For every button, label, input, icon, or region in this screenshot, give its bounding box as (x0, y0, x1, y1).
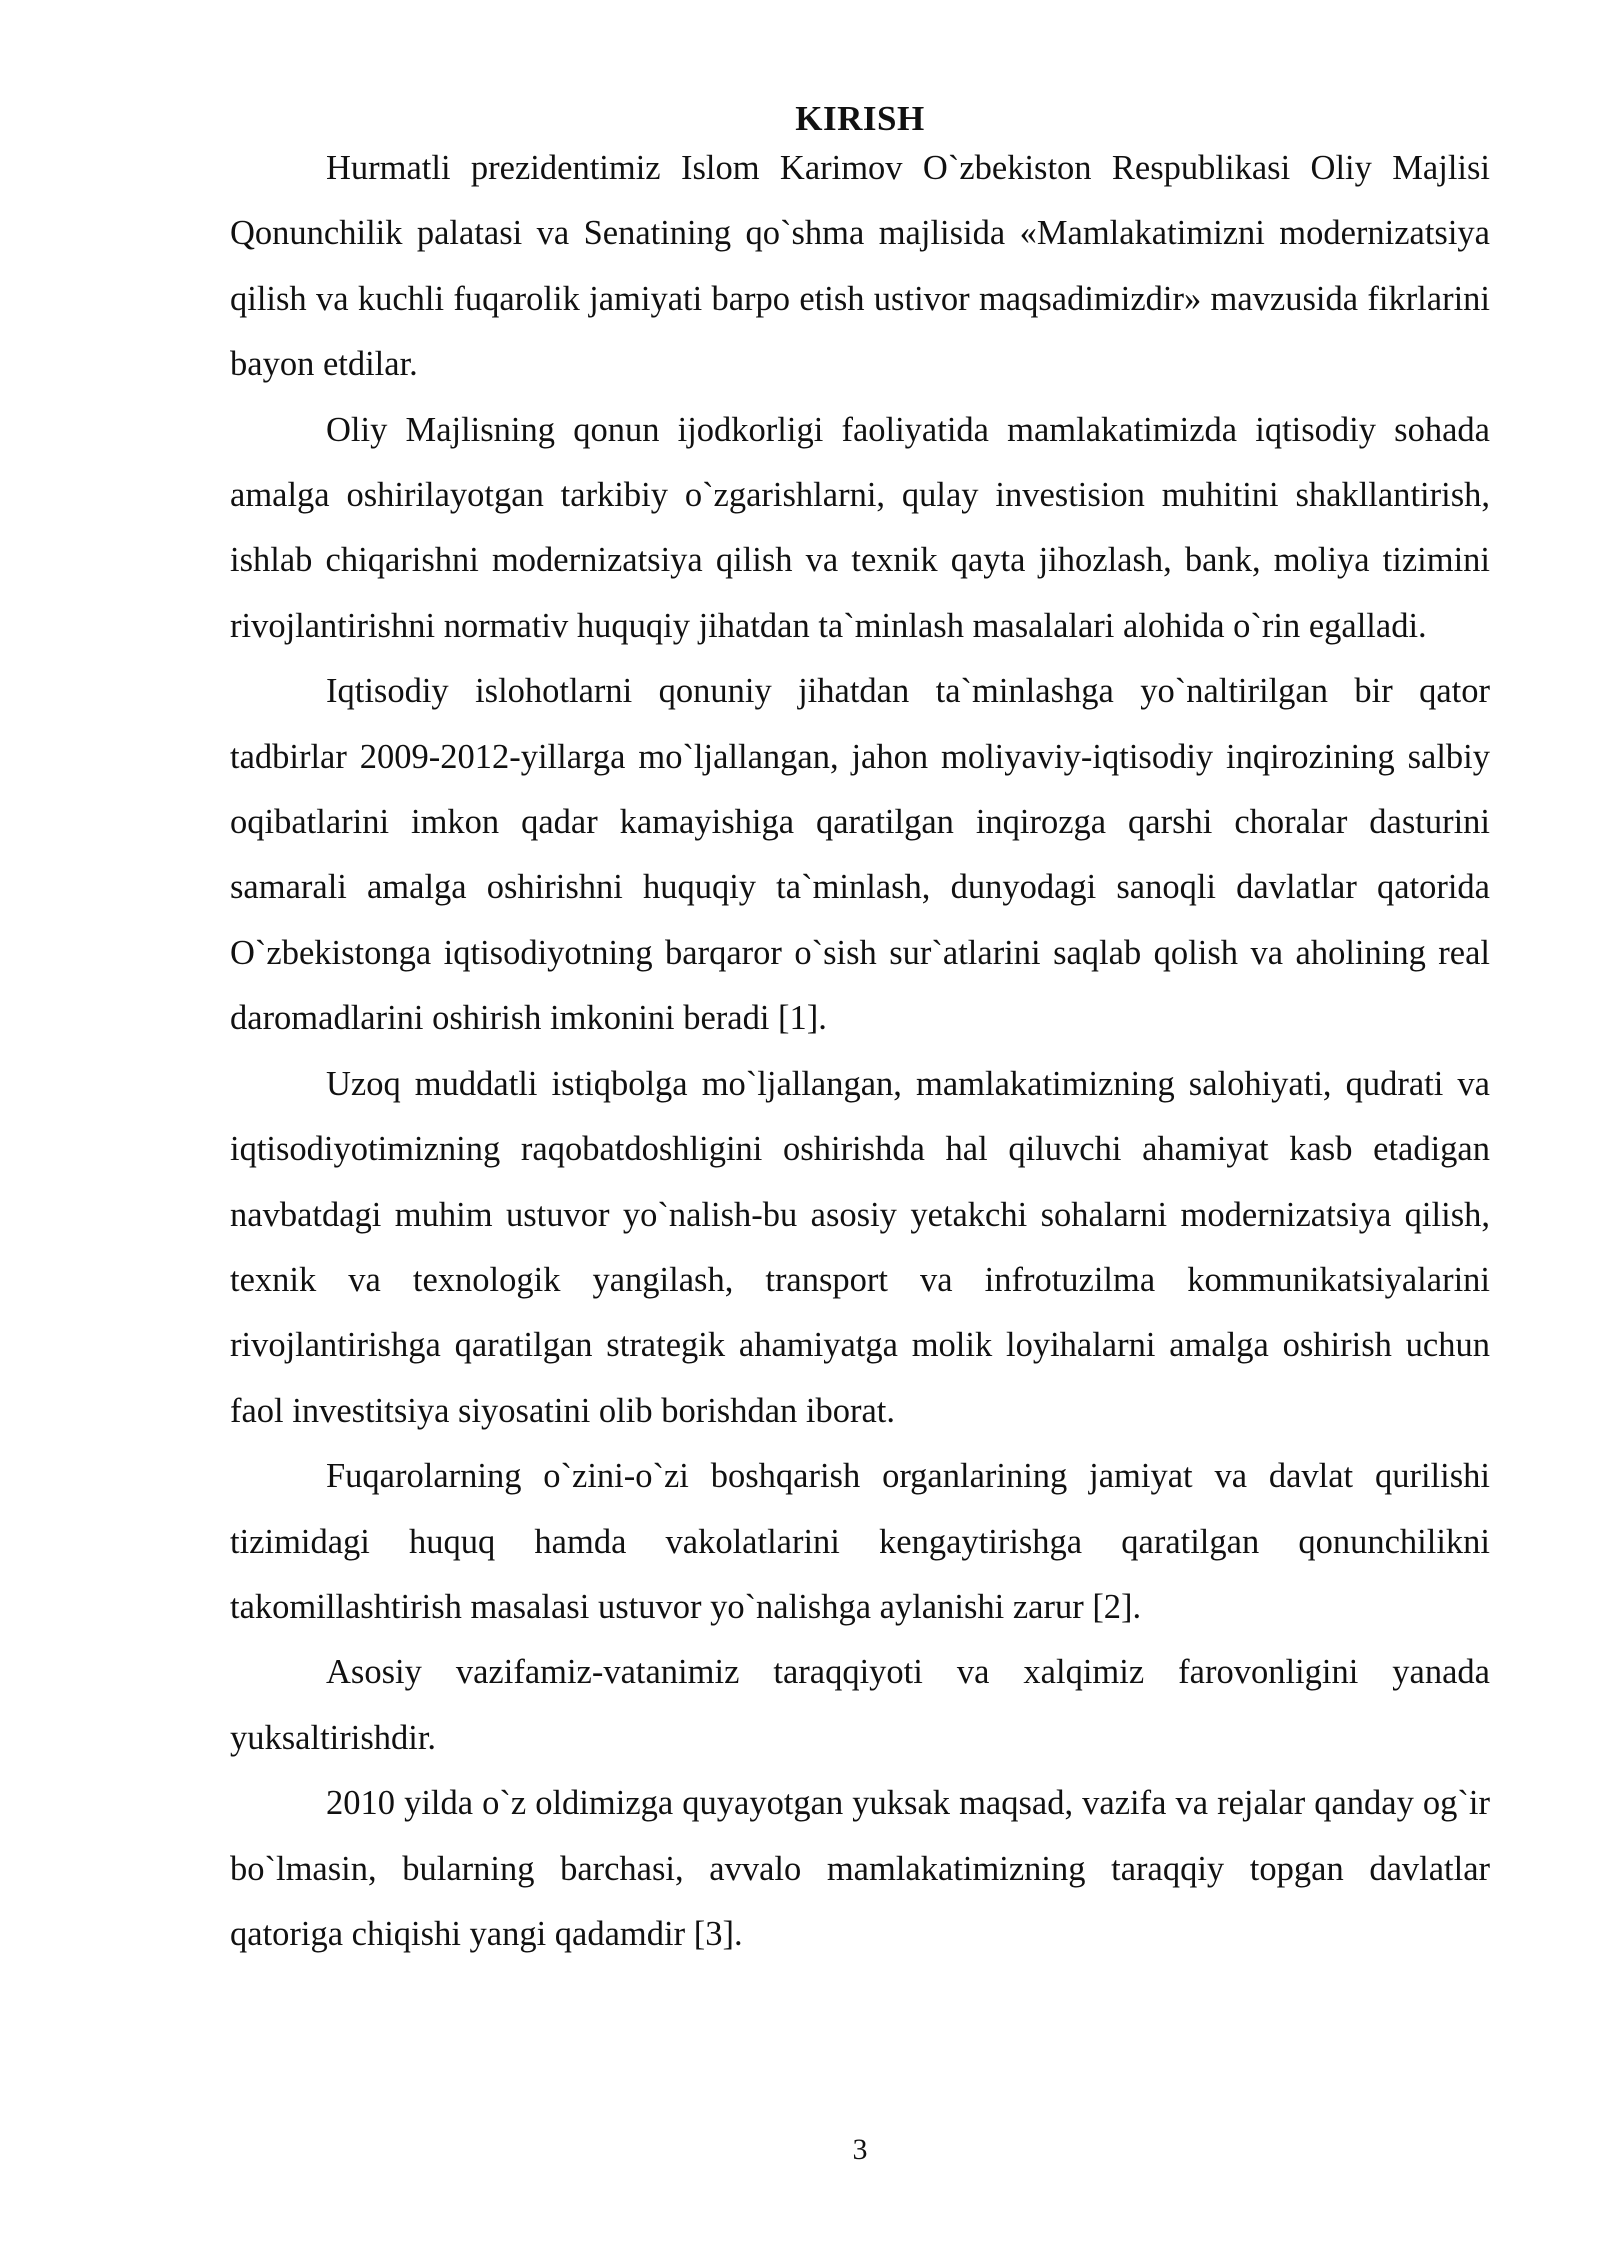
paragraph-2: Oliy Majlisning qonun ijodkorligi faoliyatida mamlakatimizda iqtisodiy sohada amalga oshirilayotgan tarkibiy o`zgarishlarni, qulay investision muhitini shakllantirish, ishlab chiqarishni modernizatsiya qilish va texnik qayta jihozlash, bank, moliya tizimini rivojlantirishni normativ huquqiy jihatdan ta`minlash masalalari alohida o`rin egalladi. (230, 410, 1490, 645)
paragraph-6: Asosiy vazifamiz-vatanimiz taraqqiyoti va xalqimiz farovonligini yanada yuksaltirishdir. (230, 1653, 1490, 1757)
paragraph-3: Iqtisodiy islohotlarni qonuniy jihatdan ta`minlashga yo`naltirilgan bir qator tadbirlar 2009-2012-yillarga mo`ljallangan, jahon moliyaviy-iqtisodiy inqirozining salbiy oqibatlarini imkon qadar kamayishiga qaratilgan inqirozga qarshi choralar dasturini samarali amalga oshirishni huquqiy ta`minlash, dunyodagi sanoqli davlatlar qatorida O`zbekistonga iqtisodiyotning barqaror o`sish sur`atlarini saqlab qolish va aholining real daromadlarini oshirish imkonini beradi [1]. (230, 672, 1490, 1038)
paragraph-4: Uzoq muddatli istiqbolga mo`ljallangan, mamlakatimizning salohiyati, qudrati va iqtisodiyotimizning raqobatdoshligini oshirishda hal qiluvchi ahamiyat kasb etadigan navbatdagi muhim ustuvor yo`nalish-bu asosiy yetakchi sohalarni modernizatsiya qilish, texnik va texnologik yangilash, transport va infrotuzilma kommunikatsiyalarini rivojlantirishga qaratilgan strategik ahamiyatga molik loyihalarni amalga oshirish uchun faol investitsiya siyosatini olib borishdan iborat. (230, 1064, 1490, 1430)
paragraph-7: 2010 yilda o`z oldimizga quyayotgan yuksak maqsad, vazifa va rejalar qanday og`ir bo`lmasin, bularning barchasi, avvalo mamlakatimizning taraqqiy topgan davlatlar qatoriga chiqishi yangi qadamdir [3]. (230, 1784, 1490, 1953)
paragraph-5: Fuqarolarning o`zini-o`zi boshqarish organlarining jamiyat va davlat qurilishi tizimidagi huquq hamda vakolatlarini kengaytirishga qaratilgan qonunchilikni takomillashtirish masalasi ustuvor yo`nalishga aylanishi zarur [2]. (230, 1457, 1490, 1626)
page-number: 3 (852, 2133, 868, 2166)
paragraph-1: Hurmatli prezidentimiz Islom Karimov O`zbekiston Respublikasi Oliy Majlisi Qonunchilik palatasi va Senatining qo`shma majlisida «Mamlakatimizni modernizatsiya qilish va kuchli fuqarolik jamiyati barpo etish ustivor maqsadimizdir» mavzusida fikrlarini bayon etdilar. (230, 149, 1490, 384)
body-text (230, 136, 1490, 1967)
page-title: KIRISH (795, 99, 925, 138)
